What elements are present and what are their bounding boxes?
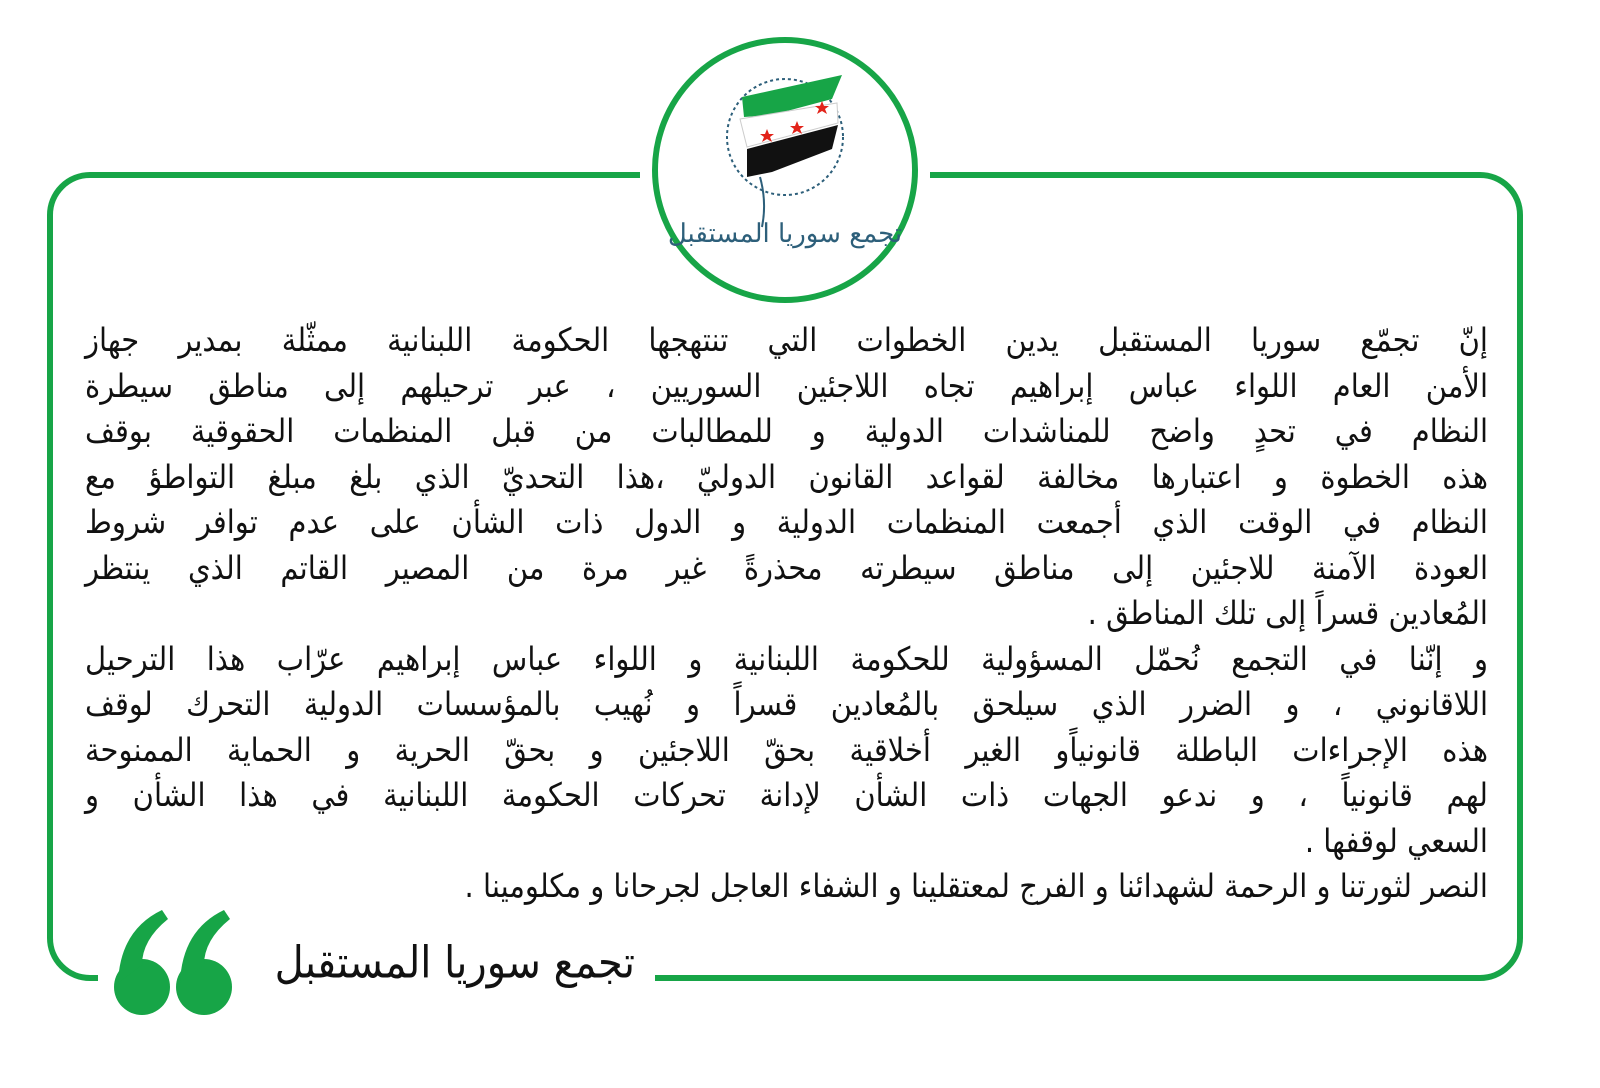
signature: تجمع سوريا المستقبل xyxy=(274,937,635,989)
statement-line: و إنّنا في التجمع نُحمّل المسؤولية للحكومة اللبنانية و اللواء عباس إبراهيم عرّاب هذا الترحيل xyxy=(85,639,1488,678)
statement-line: النظام في الوقت الذي أجمعت المنظمات الدولية و الدول ذات الشأن على عدم توافر شروط xyxy=(85,502,1488,541)
quote-mark-icon xyxy=(112,905,237,1020)
statement-line: هذه الإجراءات الباطلة قانونياًو الغير أخلاقية بحقّ اللاجئين و بحقّ الحرية و الحماية الممنوحة xyxy=(85,730,1488,769)
statement-line: النظام في تحدٍ واضح للمناشدات الدولية و للمطالبات من قبل المنظمات الحقوقية بوقف xyxy=(85,411,1488,450)
organization-logo xyxy=(652,37,918,303)
statement-line: العودة الآمنة للاجئين إلى مناطق سيطرته محذرةً غير مرة من المصير القاتم الذي ينتظر xyxy=(85,548,1488,587)
statement-line: الأمن العام اللواء عباس إبراهيم تجاه اللاجئين السوريين ، عبر ترحيلهم إلى مناطق سيطرة xyxy=(85,366,1488,405)
statement-line: اللاقانوني ، و الضرر الذي سيلحق بالمُعادين قسراً و نُهيب بالمؤسسات الدولية التحرك لوقف xyxy=(85,684,1488,723)
statement-body xyxy=(85,318,1488,910)
statement-line: النصر لثورتنا و الرحمة لشهدائنا و الفرج لمعتقلينا و الشفاء العاجل لجرحانا و مكلومينا . xyxy=(464,866,1488,905)
statement-line: إنّ تجمّع سوريا المستقبل يدين الخطوات التي تنتهجها الحكومة اللبنانية ممثّلة بمدير جهاز xyxy=(85,320,1488,359)
statement-line: السعي لوقفها . xyxy=(1304,821,1488,860)
svg-text:تجمع سوريا المستقبل: تجمع سوريا المستقبل xyxy=(667,219,903,249)
statement-line: لهم قانونياً ، و ندعو الجهات ذات الشأن لإدانة تحركات الحكومة اللبنانية في هذا الشأن و xyxy=(85,775,1488,814)
statement-line: هذه الخطوة و اعتبارها مخالفة لقواعد القانون الدوليّ ،هذا التحديّ الذي بلغ مبلغ التواطؤ مع xyxy=(85,457,1488,496)
statement-line: المُعادين قسراً إلى تلك المناطق . xyxy=(1087,593,1488,632)
